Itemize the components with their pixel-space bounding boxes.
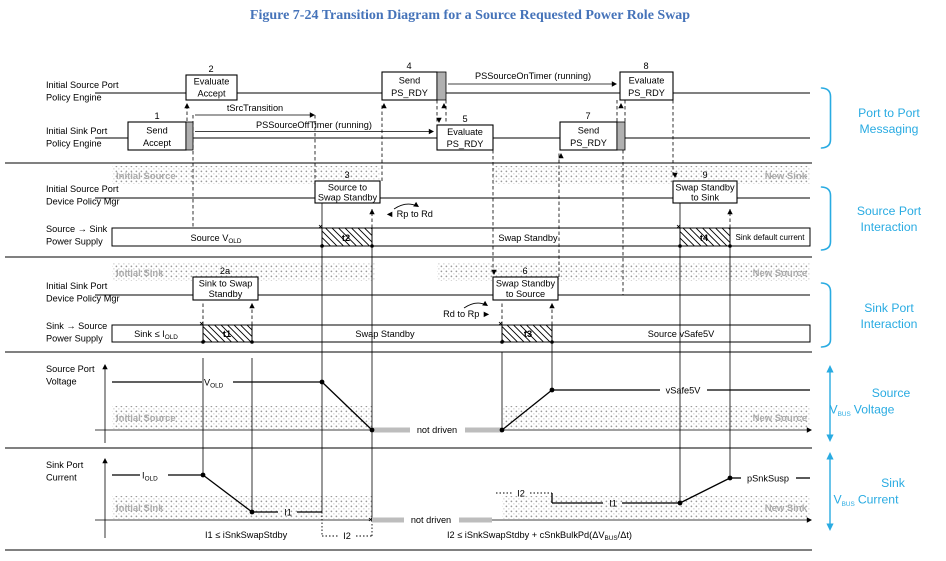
svg-text:PS_RDY: PS_RDY bbox=[628, 88, 665, 98]
timer-pssourceofftimer: PSSourceOffTimer (running) bbox=[256, 120, 372, 130]
bracket-port-to-port-messaging: Port to Port Messaging bbox=[858, 106, 920, 136]
label-source-port-voltage: Source Port Voltage bbox=[46, 364, 95, 387]
rp-to-rd-label: ◄ Rp to Rd bbox=[385, 209, 433, 219]
formula-i1: I1 ≤ iSnkSwapStdby bbox=[205, 530, 288, 540]
box-8-number: 8 bbox=[643, 61, 649, 71]
bar-t3: t3 bbox=[523, 329, 533, 339]
svg-text:PS_RDY: PS_RDY bbox=[570, 138, 607, 148]
voltage-waveform bbox=[95, 364, 812, 443]
svg-text:Swap Standby: Swap Standby bbox=[495, 278, 556, 289]
label-initial-source-port-dpm: Initial Source Port Device Policy Mgr bbox=[46, 184, 120, 207]
box-5-number: 5 bbox=[462, 114, 468, 124]
svg-text:Sink to Swap: Sink to Swap bbox=[198, 278, 253, 289]
wave-vold-label: $V_{OLD}$ bbox=[204, 377, 224, 390]
bar-t2: t2 bbox=[341, 233, 351, 243]
svg-text:Send: Send bbox=[146, 125, 168, 136]
wave-iold-label: $I_{OLD}$ bbox=[142, 470, 158, 483]
wave-not-driven-voltage: not driven bbox=[416, 425, 458, 435]
wave-i1-label-1: I1 bbox=[284, 507, 292, 518]
svg-text:Source to: Source to bbox=[327, 182, 368, 193]
label-initial-source-port-pe: Initial Source Port Policy Engine bbox=[46, 80, 119, 103]
bar-swap-standby-sink: Swap Standby bbox=[355, 329, 415, 339]
box-6-number: 6 bbox=[522, 266, 528, 276]
svg-text:PS_RDY: PS_RDY bbox=[391, 88, 428, 98]
svg-text:Accept: Accept bbox=[197, 88, 226, 99]
region-initial-source-voltage: Initial Source bbox=[116, 413, 176, 424]
section-separators bbox=[5, 163, 812, 550]
region-new-sink-current: New Sink bbox=[764, 503, 807, 514]
region-new-source-voltage: New Source bbox=[752, 413, 807, 424]
region-initial-sink: Initial Sink bbox=[116, 268, 164, 279]
region-initial-sink-current: Initial Sink bbox=[116, 503, 164, 514]
bar-source-vold: Source $V_{OLD}$ bbox=[190, 233, 242, 246]
figure-title: Figure 7-24 Transition Diagram for a Source Requested Power Role Swap bbox=[249, 8, 691, 23]
bar-t1: t1 bbox=[222, 329, 232, 339]
svg-text:to Source: to Source bbox=[505, 289, 546, 299]
svg-text:Swap Standby: Swap Standby bbox=[317, 192, 378, 203]
svg-text:Send: Send bbox=[398, 75, 421, 86]
label-initial-sink-port-dpm: Initial Sink Port Device Policy Mgr bbox=[46, 281, 120, 304]
wave-i2-label-1: I2 bbox=[343, 531, 351, 541]
svg-text:Accept: Accept bbox=[142, 138, 172, 148]
wave-not-driven-current: not driven bbox=[410, 515, 452, 525]
resistor-annotations bbox=[385, 202, 491, 319]
svg-text:PS_RDY: PS_RDY bbox=[446, 139, 484, 149]
box-evaluate-psrdy-8 bbox=[620, 61, 673, 100]
bracket-sink-port-interaction: Sink Port Interaction bbox=[860, 301, 918, 331]
bracket-source-port-interaction: Source Port Interaction bbox=[856, 204, 922, 234]
box-send-accept bbox=[128, 111, 193, 150]
box-2-number: 2 bbox=[208, 64, 214, 74]
label-source-sink-power-supply: Source → Sink Power Supply bbox=[46, 224, 108, 247]
box-send-psrdy-7 bbox=[560, 111, 625, 150]
sink-vbus-current-arrow bbox=[826, 452, 833, 531]
box-evaluate-psrdy-5 bbox=[437, 114, 493, 150]
svg-text:to Sink: to Sink bbox=[690, 192, 720, 203]
wave-i1-label-2: I1 bbox=[609, 498, 617, 509]
bar-swap-standby-source: Swap Standby bbox=[498, 233, 558, 243]
timer-pssourceontimer: PSSourceOnTimer (running) bbox=[474, 71, 592, 81]
label-sink-vbus-current: Sink $V_{BUS}$ Current bbox=[833, 476, 905, 508]
message-bar-psrdy-4 bbox=[437, 72, 446, 100]
swimlane-labels bbox=[46, 80, 120, 483]
label-initial-sink-port-pe: Initial Sink Port Policy Engine bbox=[46, 126, 108, 149]
timer-tsrctransition: tSrcTransition bbox=[226, 103, 284, 113]
rd-to-rp-label: Rd to Rp ► bbox=[443, 309, 491, 319]
wave-psnksusp-label: pSnkSusp bbox=[747, 473, 789, 484]
wave-vsafe5v-label: vSafe5V bbox=[665, 385, 701, 396]
message-bar-accept bbox=[186, 122, 193, 150]
svg-text:Send: Send bbox=[577, 125, 600, 136]
formula-i2: I2 ≤ iSnkSwapStdby + $cSnkBulkPd(\Delta V_{BUS}/\Delta t)$ bbox=[447, 530, 632, 543]
label-source-vbus-voltage: Source $V_{BUS}$ Voltage bbox=[829, 386, 911, 418]
right-brackets bbox=[822, 88, 922, 531]
label-sink-source-power-supply: Sink → Source Power Supply bbox=[46, 321, 108, 344]
wave-i2-label-2: I2 bbox=[517, 488, 525, 499]
region-new-sink: New Sink bbox=[764, 171, 807, 182]
box-2a-number: 2a bbox=[219, 266, 231, 276]
formula-labels bbox=[205, 530, 632, 542]
box-4-number: 4 bbox=[406, 61, 412, 71]
bar-sink-default-current: Sink default current bbox=[735, 233, 805, 242]
svg-text:Swap Standby: Swap Standby bbox=[675, 182, 735, 193]
box-3-number: 3 bbox=[344, 170, 350, 180]
svg-text:Evaluate: Evaluate bbox=[193, 76, 230, 87]
box-send-psrdy-4 bbox=[382, 61, 446, 100]
svg-text:Evaluate: Evaluate bbox=[447, 127, 483, 137]
box-evaluate-accept bbox=[186, 64, 237, 100]
box-1-number: 1 bbox=[154, 111, 160, 121]
svg-text:Standby: Standby bbox=[208, 289, 243, 299]
region-new-source: New Source bbox=[752, 268, 807, 279]
svg-text:Evaluate: Evaluate bbox=[628, 75, 665, 86]
bar-sink-iold: Sink ≤ $I_{OLD}$ bbox=[134, 329, 178, 342]
time-marker-lines bbox=[200, 203, 730, 521]
bar-t4: t4 bbox=[699, 233, 709, 243]
label-sink-port-current: Sink Port Current bbox=[46, 460, 84, 483]
box-9-number: 9 bbox=[702, 170, 708, 180]
message-bar-psrdy-7 bbox=[617, 122, 625, 150]
region-initial-source: Initial Source bbox=[116, 171, 176, 182]
box-7-number: 7 bbox=[585, 111, 591, 121]
bar-source-vsafe5v: Source vSafe5V bbox=[647, 329, 715, 339]
